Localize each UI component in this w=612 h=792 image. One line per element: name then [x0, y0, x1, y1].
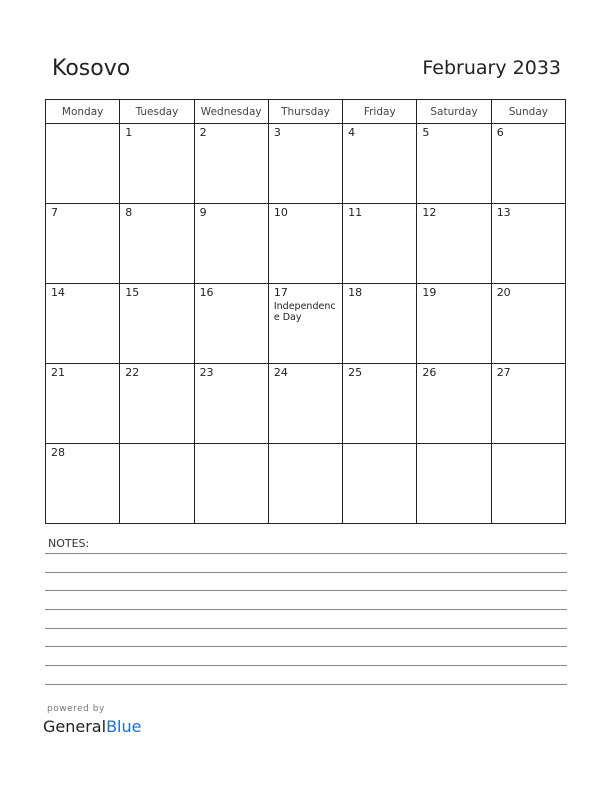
day-cell — [194, 364, 268, 444]
day-number: 11 — [348, 206, 363, 219]
day-cell — [120, 284, 194, 364]
day-number: 16 — [199, 286, 214, 299]
day-number: 1 — [125, 126, 133, 139]
logo-blue-text: Blue — [106, 717, 142, 736]
day-number: 26 — [422, 366, 437, 379]
day-cell — [268, 444, 342, 524]
weekday-monday: Monday — [46, 100, 120, 124]
day-cell — [268, 284, 342, 364]
day-number: 25 — [348, 366, 363, 379]
weekday-tuesday: Tuesday — [120, 100, 194, 124]
day-number: 20 — [496, 286, 511, 299]
day-cell — [120, 364, 194, 444]
powered-by-text: powered by — [47, 704, 105, 714]
generalblue-logo[interactable] — [43, 717, 141, 736]
day-cell — [343, 364, 417, 444]
day-number: 5 — [422, 126, 430, 139]
note-line — [45, 646, 567, 647]
day-number: 27 — [496, 366, 511, 379]
weekday-thursday: Thursday — [268, 100, 342, 124]
notes-label: NOTES: — [48, 537, 90, 550]
day-number: 19 — [422, 286, 437, 299]
day-cell — [194, 444, 268, 524]
week-row — [46, 284, 566, 364]
weekday-sunday: Sunday — [491, 100, 565, 124]
day-cell — [194, 284, 268, 364]
day-cell — [417, 204, 491, 284]
week-row — [46, 364, 566, 444]
day-number: 24 — [273, 366, 288, 379]
day-cell — [46, 364, 120, 444]
day-number: 21 — [51, 366, 65, 379]
day-cell — [491, 204, 565, 284]
day-cell — [268, 124, 342, 204]
day-cell — [417, 284, 491, 364]
day-cell — [46, 124, 120, 204]
day-number: 4 — [348, 126, 356, 139]
logo-general-text: General — [43, 717, 107, 736]
day-number: 18 — [348, 286, 363, 299]
note-line — [45, 684, 567, 685]
day-number: 23 — [199, 366, 214, 379]
day-number: 15 — [125, 286, 140, 299]
note-line — [45, 665, 567, 666]
day-cell — [491, 284, 565, 364]
day-number: 14 — [51, 286, 65, 299]
calendar-grid — [45, 99, 566, 524]
day-cell — [268, 364, 342, 444]
day-cell — [120, 204, 194, 284]
day-cell — [417, 124, 491, 204]
weekday-header-row — [46, 100, 566, 124]
weekday-wednesday: Wednesday — [194, 100, 268, 124]
day-cell — [46, 204, 120, 284]
day-number: 7 — [51, 206, 58, 219]
note-line — [45, 609, 567, 610]
day-cell — [343, 444, 417, 524]
day-number: 17 — [273, 286, 288, 299]
day-cell — [417, 364, 491, 444]
day-number: 22 — [125, 366, 140, 379]
day-number: 12 — [422, 206, 437, 219]
note-line — [45, 628, 567, 629]
week-row — [46, 204, 566, 284]
week-row — [46, 444, 566, 524]
day-number: 13 — [496, 206, 511, 219]
day-cell — [417, 444, 491, 524]
week-row — [46, 124, 566, 204]
day-number: 8 — [125, 206, 133, 219]
day-cell — [120, 444, 194, 524]
note-line — [45, 590, 567, 591]
day-cell — [46, 284, 120, 364]
day-number: 28 — [51, 446, 65, 459]
note-line — [45, 553, 567, 554]
day-cell — [343, 204, 417, 284]
day-cell — [491, 124, 565, 204]
weekday-friday: Friday — [343, 100, 417, 124]
day-number: 6 — [496, 126, 504, 139]
country-title: Kosovo — [52, 56, 131, 81]
day-number: 9 — [199, 206, 207, 219]
month-year-title: February 2033 — [422, 57, 561, 79]
day-cell — [268, 204, 342, 284]
day-cell — [194, 204, 268, 284]
weekday-saturday: Saturday — [417, 100, 491, 124]
day-cell — [343, 124, 417, 204]
day-number: 10 — [273, 206, 288, 219]
day-cell — [491, 364, 565, 444]
day-cell — [343, 284, 417, 364]
day-cell — [491, 444, 565, 524]
day-cell — [46, 444, 120, 524]
day-number: 2 — [199, 126, 207, 139]
note-line — [45, 572, 567, 573]
day-cell — [194, 124, 268, 204]
day-number: 3 — [273, 126, 281, 139]
holiday-label: Independence Day — [273, 301, 336, 323]
day-cell — [120, 124, 194, 204]
